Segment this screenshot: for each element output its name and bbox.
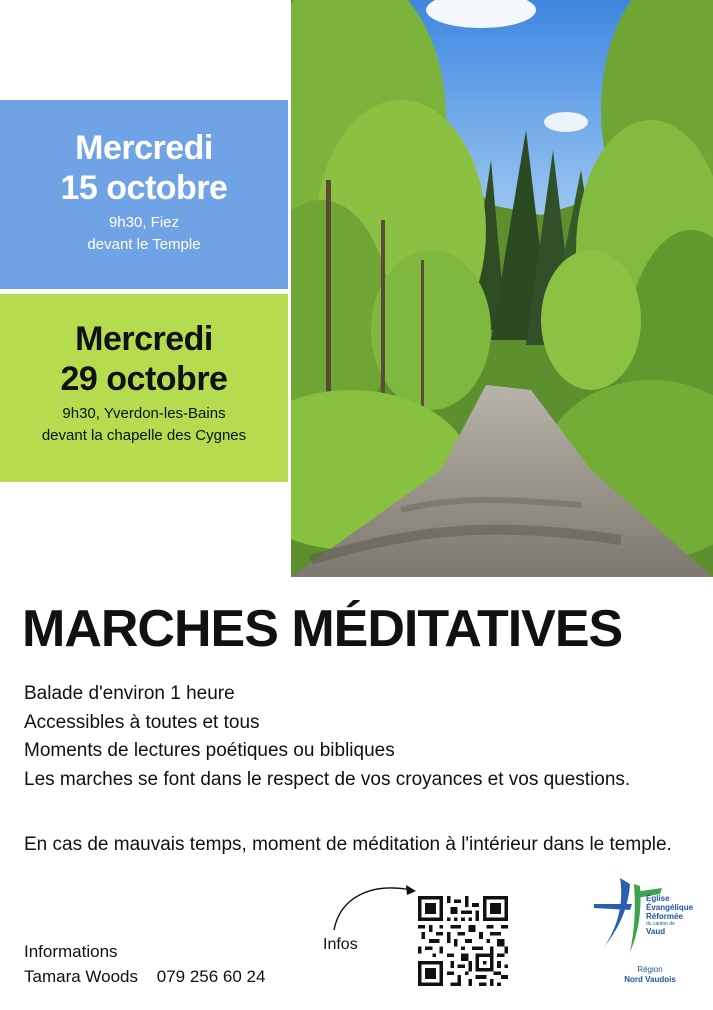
contact-label: Informations <box>24 942 118 961</box>
curved-arrow-icon <box>330 878 420 933</box>
qr-label: Infos <box>323 936 358 953</box>
event-2-time-place: 9h30, Yverdon-les-Bains <box>62 405 226 422</box>
event-box-1 <box>0 100 288 289</box>
feature-item-3: Moments de lectures poétiques ou bibliques <box>24 740 395 761</box>
logo-line-5: Vaud <box>646 927 666 936</box>
qr-code[interactable] <box>418 896 508 986</box>
weather-note: En cas de mauvais temps, moment de méditation à l'intérieur dans le temple. <box>24 834 672 855</box>
event-1-time-place: 9h30, Fiez <box>108 214 180 231</box>
logo-line-2: Évangélique <box>646 903 694 912</box>
event-1-day: Mercredi <box>75 129 213 167</box>
feature-item-1: Balade d'environ 1 heure <box>24 683 235 704</box>
contact-phone: 079 256 60 24 <box>156 967 266 986</box>
event-2-date: 29 octobre <box>60 360 228 398</box>
logo-text <box>646 894 693 936</box>
feature-item-4: Les marches se font dans le respect de vos croyances et vos questions. <box>24 768 631 790</box>
event-2-day: Mercredi <box>75 320 213 358</box>
logo-line-4: du canton de <box>646 921 675 927</box>
contact-name: Tamara Woods <box>24 967 139 986</box>
logo-region <box>622 965 678 985</box>
event-1-date: 15 octobre <box>60 169 228 207</box>
logo-line-1: Église <box>646 894 670 903</box>
logo-region-1: Région <box>637 965 663 974</box>
feature-item-2: Accessibles à toutes et tous <box>24 711 260 733</box>
logo-line-3: Réformée <box>646 912 683 921</box>
event-1-location: devant le Temple <box>87 236 201 253</box>
contact-details <box>24 965 265 989</box>
forest-path-photo <box>291 0 713 577</box>
feature-list <box>24 680 704 794</box>
event-2-location: devant la chapelle des Cygnes <box>41 427 247 444</box>
page-title: MARCHES MÉDITATIVES <box>22 600 623 658</box>
event-box-2 <box>0 294 288 482</box>
logo-region-2: Nord Vaudois <box>624 975 676 984</box>
